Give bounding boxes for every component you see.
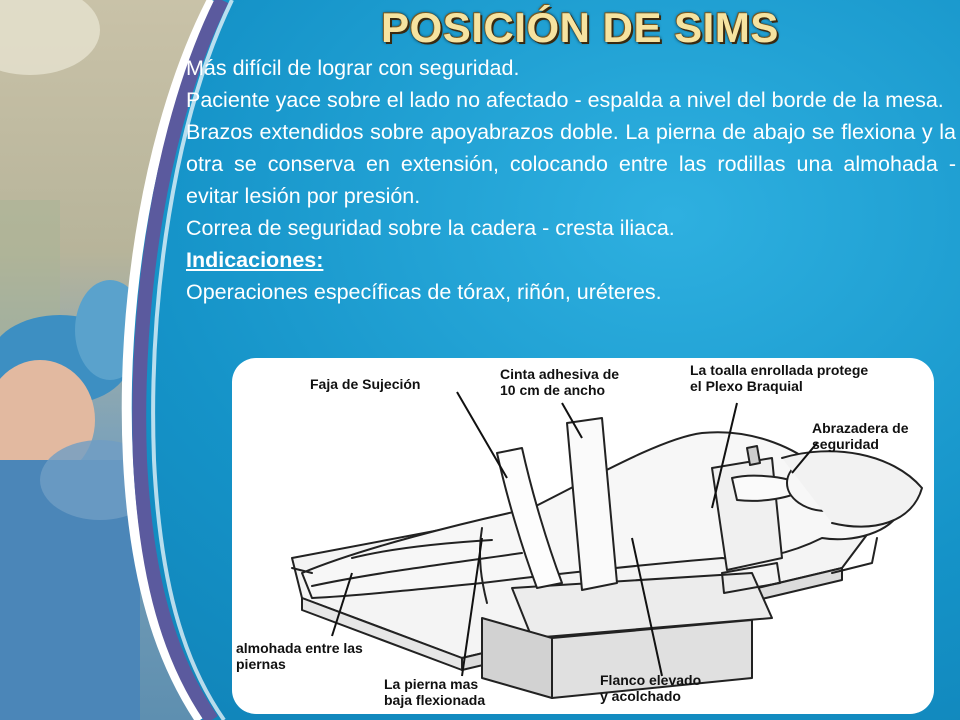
paragraph-1: Más difícil de lograr con seguridad. [186,56,520,80]
label-almohada: almohada entre las piernas [236,640,363,672]
slide-body [186,52,956,308]
paragraph-3: Brazos extendidos sobre apoyabrazos doble. La pierna de abajo se flexiona y la otra se conserva en extensión, colocando entre las rodillas una almohada - evitar lesión por presión. [186,120,956,208]
label-flanco: Flanco elevado y acolchado [600,672,702,704]
paragraph-2: Paciente yace sobre el lado no afectado - espalda a nivel del borde de la mesa. [186,88,944,112]
indications-heading: Indicaciones: [186,248,324,272]
label-cinta: Cinta adhesiva de 10 cm de ancho [500,366,620,398]
label-abrazadera: Abrazadera de seguridad [812,420,909,452]
label-pierna: La pierna mas baja flexionada [384,676,486,708]
label-toalla: La toalla enrollada protege el Plexo Braquial [690,362,869,394]
paragraph-4: Correa de seguridad sobre la cadera - cresta iliaca. [186,216,675,240]
indications-text: Operaciones específicas de tórax, riñón, uréteres. [186,280,662,304]
sims-position-diagram [232,358,934,714]
slide-title: POSICIÓN DE SIMS [381,4,779,51]
label-faja: Faja de Sujeción [310,376,421,392]
